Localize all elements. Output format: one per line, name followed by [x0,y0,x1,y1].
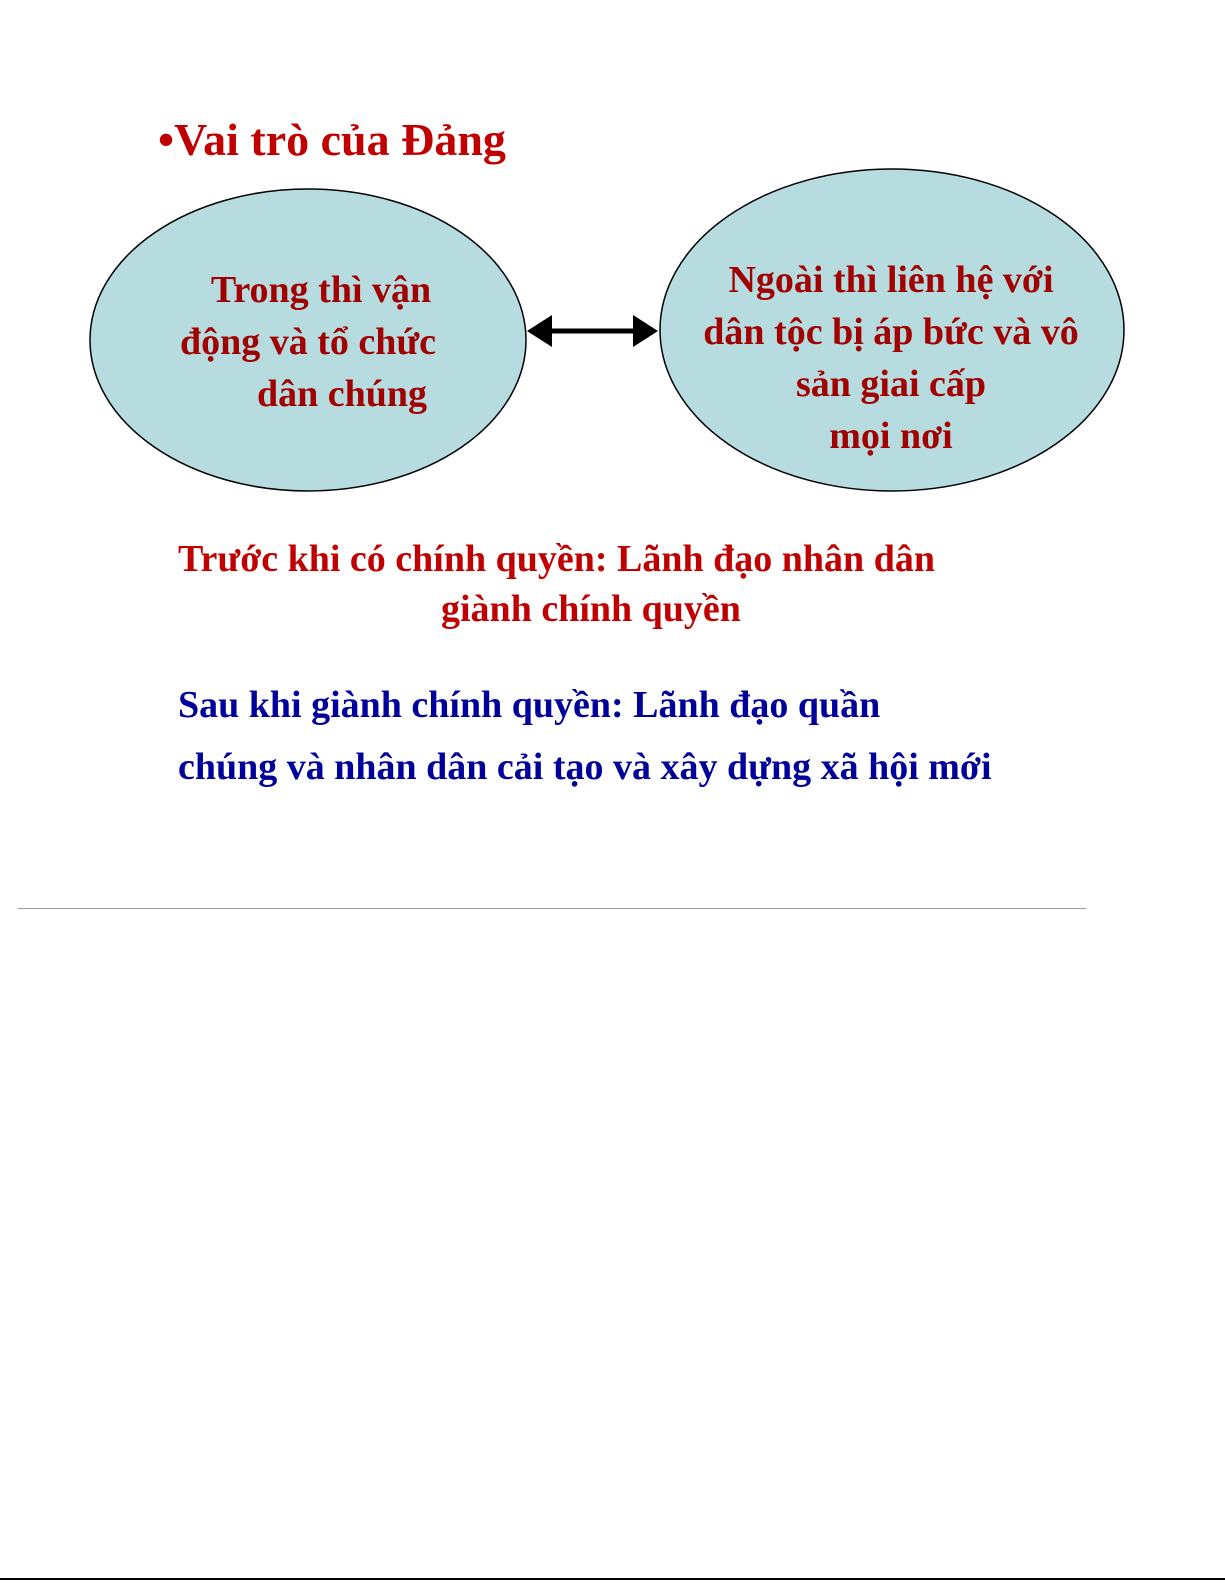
bottom-rule [0,1578,1225,1580]
left-bubble-line: động và tổ chức [179,321,437,363]
before-line: giành chính quyền [441,588,741,630]
left-bubble-line: Trong thì vận [210,269,432,311]
before-line: Trước khi có chính quyền: Lãnh đạo nhân dân [178,538,935,580]
after-line: chúng và nhân dân cải tạo và xây dựng xã hội mới [178,746,992,788]
after-line: Sau khi giành chính quyền: Lãnh đạo quần [178,684,881,726]
before-power-text [178,534,1008,634]
right-bubble-text [660,254,1122,462]
after-power-text [178,674,992,798]
right-bubble-line: sản giai cấp [795,363,987,405]
right-bubble-line: dân tộc bị áp bức và vô [703,311,1079,353]
left-bubble-line: dân chúng [256,373,428,415]
left-bubble-text [90,264,526,420]
right-bubble-line: mọi nơi [829,415,953,457]
page-divider [18,908,1086,909]
right-bubble-line: Ngoài thì liên hệ với [728,259,1054,301]
double-arrow-icon [527,315,658,347]
page-title: •Vai trò của Đảng [158,114,506,165]
